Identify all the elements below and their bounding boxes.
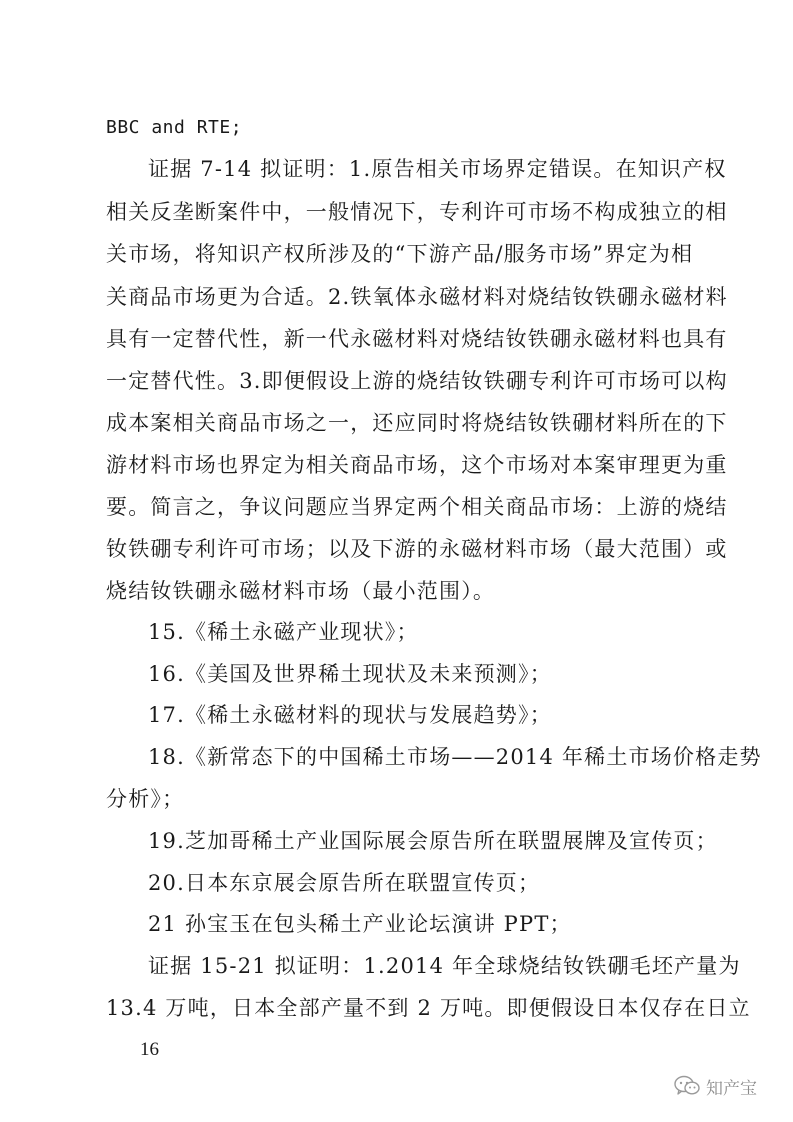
list-item: 20.日本东京展会原告所在联盟宣传页； <box>148 871 541 895</box>
list-item: 19.芝加哥稀土产业国际展会原告所在联盟展牌及宣传页； <box>148 829 718 853</box>
text-line: 证据 7-14 拟证明：1.原告相关市场界定错误。在知识产权 <box>148 157 727 181</box>
list-item: 21 孙宝玉在包头稀土产业论坛演讲 PPT； <box>148 912 572 936</box>
text-line: 分析》； <box>106 787 185 811</box>
text-line: 关商品市场更为合适。2.铁氧体永磁材料对烧结钕铁硼永磁材料 <box>106 285 728 309</box>
text-line: 成本案相关商品市场之一，还应同时将烧结钕铁硼材料所在的下 <box>106 411 728 435</box>
text-line: 相关反垄断案件中，一般情况下，专利许可市场不构成独立的相 <box>106 200 728 224</box>
wechat-icon <box>674 1075 700 1097</box>
text-line: 13.4 万吨，日本全部产量不到 2 万吨。即便假设日本仅存在日立 <box>106 996 751 1020</box>
text-line: 一定替代性。3.即便假设上游的烧结钕铁硼专利许可市场可以构 <box>106 369 728 393</box>
text-line: BBC and RTE; <box>106 117 243 138</box>
text-line: 证据 15-21 拟证明：1.2014 年全球烧结钕铁硼毛坯产量为 <box>148 954 741 978</box>
page-number: 16 <box>140 1039 159 1060</box>
list-item: 17.《稀土永磁材料的现状与发展趋势》； <box>148 703 552 727</box>
list-item: 16.《美国及世界稀土现状及未来预测》； <box>148 662 552 686</box>
list-item: 18.《新常态下的中国稀土市场——2014 年稀土市场价格走势 <box>148 745 762 769</box>
text-line: 钕铁硼专利许可市场；以及下游的永磁材料市场（最大范围）或 <box>106 537 728 561</box>
text-line: 关市场，将知识产权所涉及的“下游产品/服务市场”界定为相 <box>106 242 694 266</box>
watermark-label: 知产宝 <box>706 1078 757 1099</box>
text-line: 具有一定替代性，新一代永磁材料对烧结钕铁硼永磁材料也具有 <box>106 327 728 351</box>
text-line: 游材料市场也界定为相关商品市场，这个市场对本案审理更为重 <box>106 453 728 477</box>
text-line: 要。简言之，争议问题应当界定两个相关商品市场：上游的烧结 <box>106 495 728 519</box>
text-line: 烧结钕铁硼永磁材料市场（最小范围）。 <box>106 579 496 603</box>
list-item: 15.《稀土永磁产业现状》； <box>148 620 419 644</box>
watermark <box>674 1074 757 1098</box>
